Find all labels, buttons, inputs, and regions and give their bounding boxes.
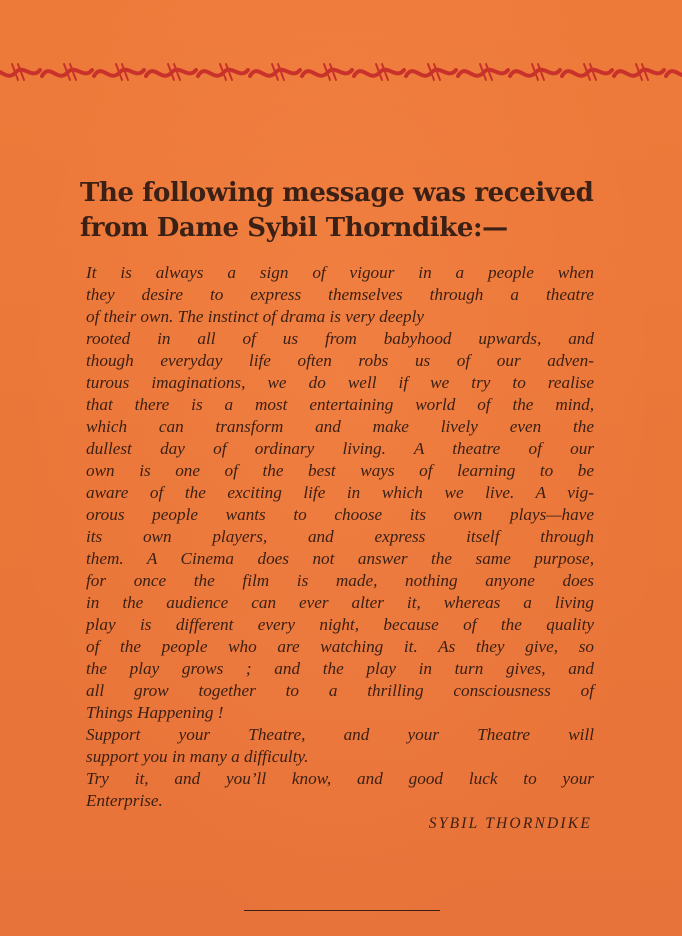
signature: SYBIL THORNDIKE — [428, 815, 592, 832]
message-line: its own players, and express itself through — [86, 527, 594, 546]
message-line: support you in many a difficulty. — [86, 747, 309, 766]
bottom-rule — [244, 910, 440, 911]
message-line: rooted in all of us from babyhood upwards, and — [86, 329, 594, 348]
message-line: Enterprise. — [86, 791, 163, 810]
message-line: of the people who are watching it. As they give, so — [86, 637, 594, 656]
ornament-wave — [666, 70, 682, 76]
message-line: the play grows ; and the play in turn gives, and — [86, 659, 594, 678]
message-line: play is different every night, because of the quality — [86, 615, 594, 634]
message-line: Support your Theatre, and your Theatre will — [86, 725, 594, 744]
message-line: all grow together to a thrilling consciousness of — [86, 681, 594, 700]
heading-line-1: The following message was received — [80, 178, 594, 208]
message-line: aware of the exciting life in which we live. A vig- — [86, 483, 594, 502]
message-line: dullest day of ordinary living. A theatre of our — [86, 439, 594, 458]
message-line: them. A Cinema does not answer the same purpose, — [86, 549, 594, 568]
message-line: in the audience can ever alter it, whereas a living — [86, 593, 594, 612]
message-line: for once the film is made, nothing anyone does — [86, 571, 594, 590]
message-body — [86, 262, 594, 812]
message-line: that there is a most entertaining world of the mind, — [86, 395, 594, 414]
message-line: orous people wants to choose its own plays—have — [86, 505, 594, 524]
message-line: It is always a sign of vigour in a people when — [86, 263, 594, 282]
message-line: they desire to express themselves through a theatre — [86, 285, 594, 304]
message-line: Things Happening ! — [86, 703, 224, 722]
message-line: own is one of the best ways of learning to be — [86, 461, 594, 480]
heading-line-2: from Dame Sybil Thorndike:— — [80, 213, 508, 243]
message-line: though everyday life often robs us of our adven- — [86, 351, 594, 370]
message-line: turous imaginations, we do well if we try to realise — [86, 373, 594, 392]
heading — [80, 176, 620, 246]
message-line: of their own. The instinct of drama is very deeply — [86, 307, 424, 326]
decorative-border — [0, 58, 682, 88]
message-line: Try it, and you’ll know, and good luck to your — [86, 769, 594, 788]
message-line: which can transform and make lively even the — [86, 417, 594, 436]
